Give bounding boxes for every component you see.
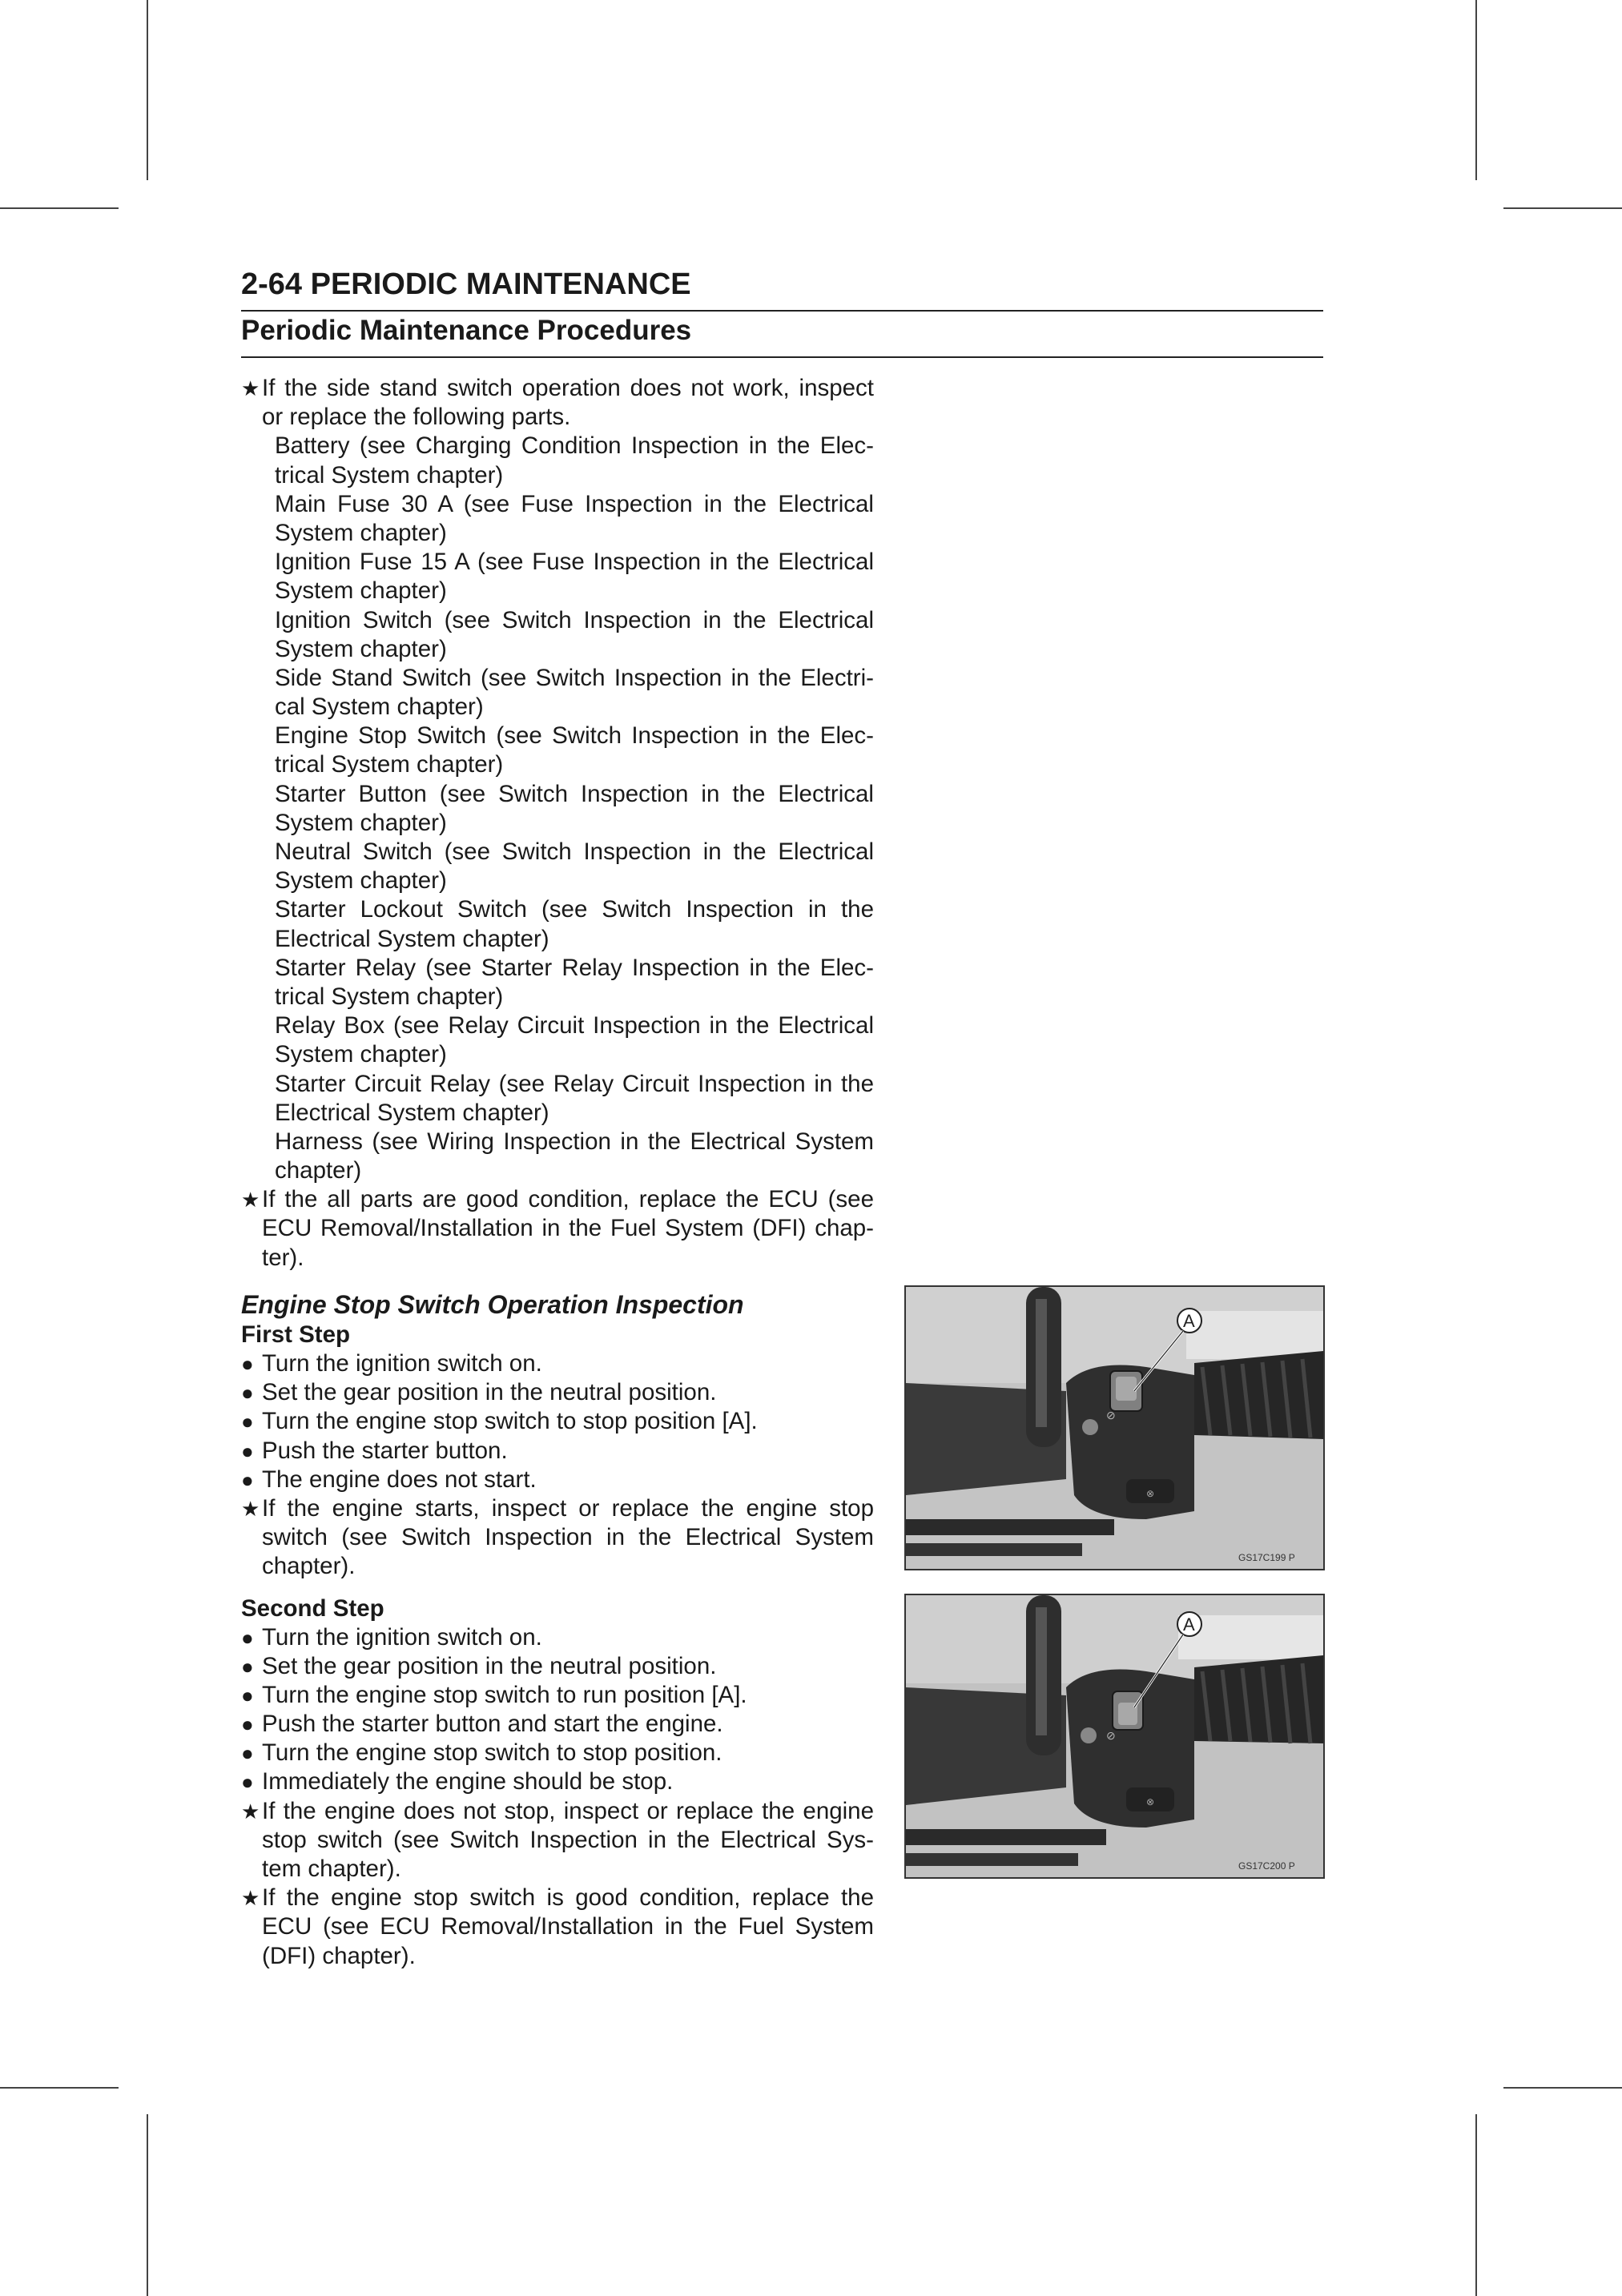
text-line: chapter). xyxy=(262,1553,356,1580)
text-line: or replace the following parts. xyxy=(262,404,571,431)
bullet-marker: ● xyxy=(241,1712,254,1737)
star-item xyxy=(241,1494,874,1582)
part-line: Ignition Fuse 15 A (see Fuse Inspection in the Electrical xyxy=(275,549,874,576)
text-line: If the engine does not stop, inspect or replace the engine xyxy=(262,1797,874,1824)
star-item xyxy=(241,1185,874,1273)
bullet-item xyxy=(241,1437,874,1466)
svg-text:⊘: ⊘ xyxy=(1106,1729,1116,1742)
first-step-title: First Step xyxy=(241,1321,351,1348)
engine-stop-section xyxy=(241,1289,874,1971)
callout-label: A xyxy=(1183,1311,1195,1331)
text-line: If the side stand switch operation does not work, inspect xyxy=(262,375,874,401)
text-line: Immediately the engine should be stop. xyxy=(262,1768,674,1795)
crop-mark xyxy=(147,2114,148,2296)
bullet-marker: ● xyxy=(241,1741,254,1766)
part-line: Battery (see Charging Condition Inspection in the Elec- xyxy=(275,432,874,460)
bullet-item xyxy=(241,1466,874,1494)
part-line: trical System chapter) xyxy=(275,983,504,1010)
bullet-item xyxy=(241,1407,874,1436)
crop-mark xyxy=(1475,0,1477,180)
parts-list xyxy=(241,432,874,1185)
part-line: Ignition Switch (see Switch Inspection in the Electrical xyxy=(275,606,874,633)
text-line: (DFI) chapter). xyxy=(262,1942,416,1969)
bullet-marker: ● xyxy=(241,1625,254,1650)
text-line: Turn the engine stop switch to run position [A]. xyxy=(262,1681,747,1708)
svg-text:⊘: ⊘ xyxy=(1106,1409,1116,1421)
text-line: If the engine starts, inspect or replace the engine stop xyxy=(262,1494,874,1522)
part-line: System chapter) xyxy=(275,577,447,605)
text-line: Turn the engine stop switch to stop position [A]. xyxy=(262,1408,758,1435)
bullet-item xyxy=(241,1739,874,1767)
part-line: Starter Button (see Switch Inspection in the Electrical xyxy=(275,780,874,807)
star-marker: ★ xyxy=(241,376,260,400)
page-title: 2-64 PERIODIC MAINTENANCE xyxy=(241,267,691,301)
star-marker: ★ xyxy=(241,1799,260,1824)
star-item xyxy=(241,374,874,432)
photo-code: GS17C200 P xyxy=(1238,1860,1295,1872)
crop-mark xyxy=(0,207,119,209)
part-line: Electrical System chapter) xyxy=(275,1099,549,1126)
bullet-marker: ● xyxy=(241,1683,254,1707)
text-line: The engine does not start. xyxy=(262,1466,537,1493)
part-line: Starter Lockout Switch (see Switch Inspection in the xyxy=(275,896,874,923)
text-line: If the all parts are good condition, replace the ECU (see xyxy=(262,1186,874,1213)
crop-mark xyxy=(1503,2087,1622,2089)
part-line: cal System chapter) xyxy=(275,694,484,721)
part-line: Neutral Switch (see Switch Inspection in the Electrical xyxy=(275,838,874,865)
svg-text:⊗: ⊗ xyxy=(1146,1796,1155,1807)
text-line: switch (see Switch Inspection in the Electrical System xyxy=(262,1524,874,1551)
bullet-item xyxy=(241,1378,874,1407)
star-marker: ★ xyxy=(241,1886,260,1911)
text-line: stop switch (see Switch Inspection in the Electrical Sys- xyxy=(262,1826,874,1853)
part-line: System chapter) xyxy=(275,867,447,895)
part-line: System chapter) xyxy=(275,809,447,836)
star-marker: ★ xyxy=(241,1496,260,1521)
bullet-item xyxy=(241,1767,874,1796)
bullet-item xyxy=(241,1652,874,1681)
side-stand-followup xyxy=(241,374,874,1273)
star-item xyxy=(241,1797,874,1884)
text-line: ter). xyxy=(262,1244,304,1271)
part-line: chapter) xyxy=(275,1157,362,1184)
text-line: ECU (see ECU Removal/Installation in the Fuel System xyxy=(262,1913,874,1940)
part-line: trical System chapter) xyxy=(275,461,504,489)
bullet-item xyxy=(241,1623,874,1652)
text-line: Push the starter button. xyxy=(262,1437,508,1464)
photo-code: GS17C199 P xyxy=(1238,1552,1295,1563)
part-line: Harness (see Wiring Inspection in the Electrical System xyxy=(275,1128,874,1155)
part-line: System chapter) xyxy=(275,519,447,546)
crop-mark xyxy=(1503,207,1622,209)
part-line: Relay Box (see Relay Circuit Inspection in the Electrical xyxy=(275,1012,874,1039)
text-line: Set the gear position in the neutral position. xyxy=(262,1379,717,1406)
crop-mark xyxy=(147,0,148,180)
part-line: System chapter) xyxy=(275,635,447,662)
star-item xyxy=(241,1884,874,1971)
section-rule xyxy=(241,356,1323,358)
bullet-marker: ● xyxy=(241,1381,254,1405)
star-marker: ★ xyxy=(241,1188,260,1212)
bullet-item xyxy=(241,1710,874,1739)
text-line: Set the gear position in the neutral position. xyxy=(262,1652,717,1679)
subsection-heading: Engine Stop Switch Operation Inspection xyxy=(241,1290,744,1319)
part-line: Starter Relay (see Starter Relay Inspection in the Elec- xyxy=(275,954,874,981)
bullet-marker: ● xyxy=(241,1352,254,1376)
handlebar-switch-photo-run xyxy=(904,1594,1325,1879)
bullet-marker: ● xyxy=(241,1467,254,1492)
callout-label: A xyxy=(1183,1614,1195,1635)
text-line: ECU Removal/Installation in the Fuel System (DFI) chap- xyxy=(262,1215,874,1242)
text-line: Push the starter button and start the engine. xyxy=(262,1711,723,1738)
text-line: tem chapter). xyxy=(262,1856,401,1882)
page-header xyxy=(241,267,1323,358)
part-line: Starter Circuit Relay (see Relay Circuit Inspection in the xyxy=(275,1070,874,1097)
crop-mark xyxy=(1475,2114,1477,2296)
part-line: System chapter) xyxy=(275,1041,447,1068)
crop-mark xyxy=(0,2087,119,2089)
part-line: trical System chapter) xyxy=(275,751,504,778)
text-line: Turn the ignition switch on. xyxy=(262,1623,542,1651)
text-line: Turn the engine stop switch to stop position. xyxy=(262,1739,722,1767)
part-line: Engine Stop Switch (see Switch Inspection in the Elec- xyxy=(275,722,874,750)
text-line: Turn the ignition switch on. xyxy=(262,1350,542,1377)
bullet-item xyxy=(241,1681,874,1710)
bullet-item xyxy=(241,1349,874,1378)
handlebar-switch-photo-stop xyxy=(904,1285,1325,1570)
bullet-marker: ● xyxy=(241,1770,254,1795)
bullet-marker: ● xyxy=(241,1438,254,1463)
bullet-marker: ● xyxy=(241,1654,254,1679)
part-line: Main Fuse 30 A (see Fuse Inspection in the Electrical xyxy=(275,490,874,517)
part-line: Electrical System chapter) xyxy=(275,925,549,952)
section-title: Periodic Maintenance Procedures xyxy=(241,315,692,346)
bullet-marker: ● xyxy=(241,1409,254,1434)
text-line: If the engine stop switch is good condition, replace the xyxy=(262,1884,874,1912)
second-step-title: Second Step xyxy=(241,1594,384,1622)
svg-text:⊗: ⊗ xyxy=(1146,1488,1155,1499)
part-line: Side Stand Switch (see Switch Inspection in the Electri- xyxy=(275,664,874,691)
